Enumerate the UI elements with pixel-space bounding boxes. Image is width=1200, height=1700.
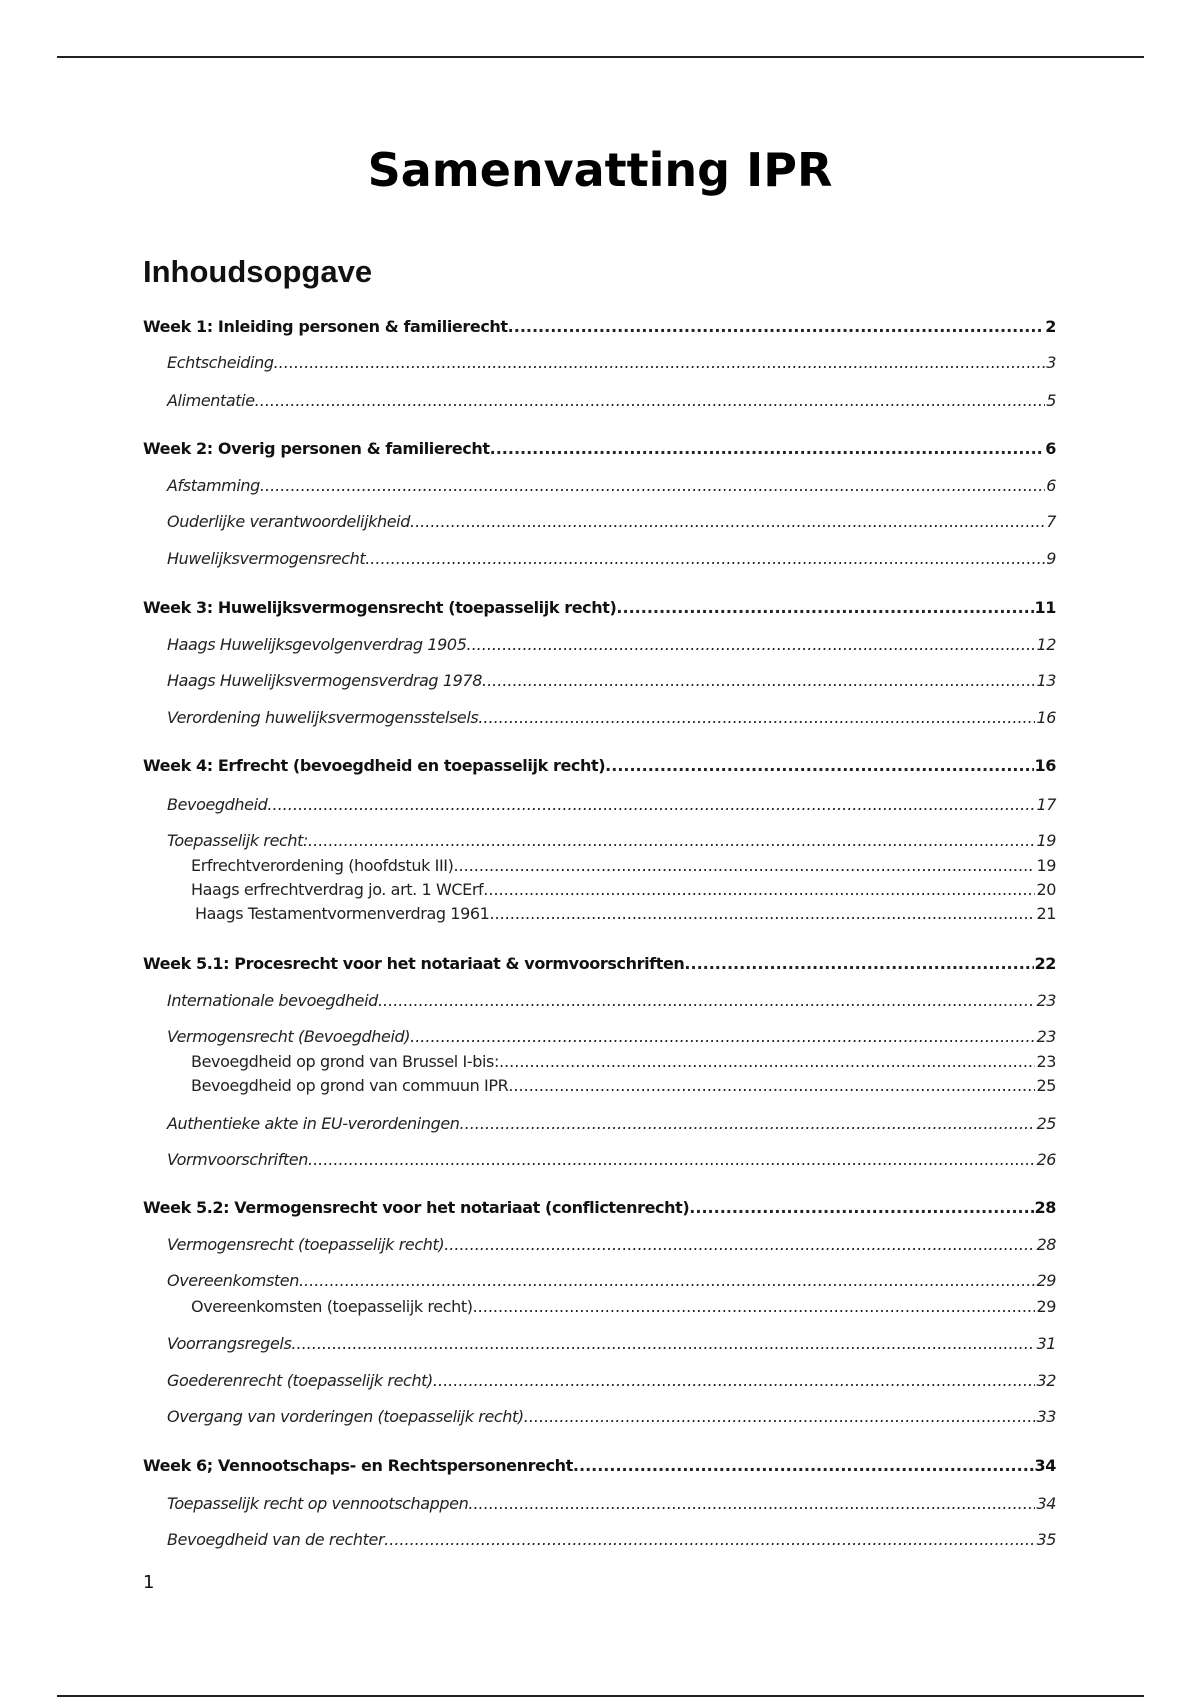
toc-entry-label: Week 6; Vennootschaps- en Rechtspersonenrecht: [143, 1456, 573, 1475]
toc-entry-page: 13: [1036, 671, 1056, 690]
toc-entry-ouderlijke-verantwoordelijkheid[interactable]: [167, 511, 1056, 533]
toc-entry-overgang-van-vorderingen[interactable]: [167, 1406, 1056, 1428]
toc-entry-page: 11: [1034, 598, 1056, 617]
toc-leader-dots: [524, 1406, 1036, 1428]
toc-entry-week-6[interactable]: [143, 1455, 1056, 1477]
toc-entry-alimentatie[interactable]: [167, 390, 1056, 412]
toc-entry-page: 12: [1036, 635, 1056, 654]
toc-entry-page: 25: [1036, 1114, 1056, 1133]
toc-entry-label: Bevoegdheid op grond van Brussel I-bis:: [191, 1052, 499, 1071]
page-number: 1: [143, 1572, 155, 1593]
toc-entry-label: Week 5.2: Vermogensrecht voor het notariaat (conflictenrecht): [143, 1198, 690, 1217]
toc-entry-toepasselijk-recht-vennootschappen[interactable]: [167, 1493, 1056, 1515]
toc-entry-vormvoorschriften[interactable]: [167, 1149, 1056, 1171]
toc-entry-overeenkomsten-toepasselijk[interactable]: [191, 1296, 1056, 1318]
toc-heading: Inhoudsopgave: [143, 254, 373, 289]
toc-entry-page: 20: [1036, 880, 1056, 899]
toc-entry-page: 6: [1045, 439, 1056, 458]
toc-entry-label: Week 2: Overig personen & familierecht: [143, 439, 490, 458]
toc-leader-dots: [453, 855, 1035, 877]
toc-leader-dots: [467, 634, 1036, 656]
toc-entry-page: 6: [1046, 476, 1056, 495]
toc-leader-dots: [689, 1197, 1033, 1219]
toc-entry-label: Echtscheiding: [167, 353, 274, 372]
toc-leader-dots: [410, 1026, 1035, 1048]
toc-leader-dots: [308, 830, 1035, 852]
toc-entry-label: Week 3: Huwelijksvermogensrecht (toepasselijk recht): [143, 598, 617, 617]
toc-entry-label: Overeenkomsten: [167, 1271, 299, 1290]
toc-entry-page: 19: [1036, 831, 1056, 850]
toc-entry-page: 29: [1036, 1271, 1056, 1290]
toc-entry-label: Vermogensrecht (toepasselijk recht): [167, 1235, 445, 1254]
toc-entry-page: 26: [1036, 1150, 1056, 1169]
toc-leader-dots: [616, 597, 1033, 619]
toc-entry-label: Alimentatie: [167, 391, 255, 410]
toc-entry-label: Vormvoorschriften: [167, 1150, 308, 1169]
toc-entry-label: Toepasselijk recht:: [167, 831, 309, 850]
toc-leader-dots: [468, 1493, 1035, 1515]
toc-leader-dots: [605, 755, 1033, 777]
toc-entry-label: Erfrechtverordening (hoofdstuk III): [191, 856, 454, 875]
toc-entry-week-2[interactable]: [143, 438, 1056, 460]
toc-leader-dots: [460, 1113, 1036, 1135]
toc-leader-dots: [267, 794, 1035, 816]
header-rule: [57, 56, 1144, 58]
toc-leader-dots: [684, 953, 1033, 975]
toc-leader-dots: [490, 438, 1045, 460]
toc-entry-label: Vermogensrecht (Bevoegdheid): [167, 1027, 411, 1046]
toc-entry-label: Afstamming: [167, 476, 260, 495]
toc-leader-dots: [483, 879, 1035, 901]
toc-leader-dots: [384, 1529, 1035, 1551]
toc-entry-page: 34: [1036, 1494, 1056, 1513]
toc-entry-goederenrecht[interactable]: [167, 1370, 1056, 1392]
toc-leader-dots: [260, 475, 1045, 497]
toc-entry-page: 25: [1036, 1076, 1056, 1095]
toc-leader-dots: [573, 1455, 1034, 1477]
toc-leader-dots: [433, 1370, 1036, 1392]
document-title: Samenvatting IPR: [367, 143, 833, 197]
toc-entry-verordening-huwelijksvermogensstelsels[interactable]: [167, 707, 1056, 729]
toc-entry-bevoegdheid[interactable]: [167, 794, 1056, 816]
toc-entry-label: Internationale bevoegdheid: [167, 991, 378, 1010]
toc-leader-dots: [308, 1149, 1035, 1171]
toc-entry-label: Haags Huwelijksvermogensverdrag 1978: [167, 671, 482, 690]
toc-entry-haags-erfrechtverdrag[interactable]: [191, 879, 1056, 901]
toc-entry-label: Huwelijksvermogensrecht: [167, 549, 366, 568]
toc-leader-dots: [365, 548, 1045, 570]
toc-entry-label: Haags erfrechtverdrag jo. art. 1 WCErf: [191, 880, 484, 899]
toc-entry-bevoegdheid-brussel[interactable]: [191, 1051, 1056, 1073]
toc-entry-afstamming[interactable]: [167, 475, 1056, 497]
toc-leader-dots: [444, 1234, 1035, 1256]
toc-entry-page: 23: [1036, 1027, 1056, 1046]
toc-leader-dots: [378, 990, 1036, 1012]
toc-entry-erfrechtverordening[interactable]: [191, 855, 1056, 877]
toc-entry-label: Week 1: Inleiding personen & familierecht: [143, 317, 508, 336]
toc-entry-page: 32: [1036, 1371, 1056, 1390]
toc-entry-authentieke-akte[interactable]: [167, 1113, 1056, 1135]
toc-entry-page: 9: [1046, 549, 1056, 568]
toc-leader-dots: [255, 390, 1046, 412]
toc-entry-label: Toepasselijk recht op vennootschappen: [167, 1494, 469, 1513]
toc-entry-label: Overgang van vorderingen (toepasselijk recht): [167, 1407, 524, 1426]
toc-entry-label: Week 5.1: Procesrecht voor het notariaat & vormvoorschriften: [143, 954, 685, 973]
toc-leader-dots: [499, 1051, 1035, 1073]
toc-entry-label: Ouderlijke verantwoordelijkheid: [167, 512, 410, 531]
toc-entry-toepasselijk-recht[interactable]: [167, 830, 1056, 852]
toc-leader-dots: [489, 903, 1035, 925]
toc-entry-haags-testamentvormenverdrag[interactable]: [195, 903, 1056, 925]
toc-entry-internationale-bevoegdheid[interactable]: [167, 990, 1056, 1012]
toc-entry-label: Authentieke akte in EU-verordeningen: [167, 1114, 460, 1133]
toc-entry-haags-huwelijksvermogensverdrag[interactable]: [167, 670, 1056, 692]
toc-entry-week-4[interactable]: [143, 755, 1056, 777]
toc-entry-label: Overeenkomsten (toepasselijk recht): [191, 1297, 473, 1316]
toc-entry-page: 5: [1046, 391, 1056, 410]
toc-entry-label: Haags Huwelijksgevolgenverdrag 1905: [167, 635, 467, 654]
toc-entry-haags-huwelijksgevolgenverdrag[interactable]: [167, 634, 1056, 656]
toc-entry-week-5-1[interactable]: [143, 953, 1056, 975]
toc-entry-page: 23: [1036, 991, 1056, 1010]
toc-entry-page: 7: [1046, 512, 1056, 531]
toc-leader-dots: [291, 1333, 1035, 1355]
toc-entry-page: 17: [1036, 795, 1056, 814]
toc-entry-label: Haags Testamentvormenverdrag 1961: [195, 904, 490, 923]
toc-entry-label: Verordening huwelijksvermogensstelsels: [167, 708, 479, 727]
toc-entry-label: Bevoegdheid van de rechter: [167, 1530, 385, 1549]
toc-entry-label: Voorrangsregels: [167, 1334, 292, 1353]
toc-entry-bevoegdheid-commuun-ipr[interactable]: [191, 1075, 1056, 1097]
toc-entry-page: 21: [1036, 904, 1056, 923]
toc-entry-page: 33: [1036, 1407, 1056, 1426]
toc-entry-page: 28: [1036, 1235, 1056, 1254]
toc-entry-huwelijksvermogensrecht[interactable]: [167, 548, 1056, 570]
toc-leader-dots: [299, 1270, 1035, 1292]
toc-leader-dots: [508, 1075, 1035, 1097]
toc-entry-page: 2: [1045, 317, 1056, 336]
toc-entry-week-5-2[interactable]: [143, 1197, 1056, 1219]
toc-entry-echtscheiding[interactable]: [167, 352, 1056, 374]
toc-entry-page: 16: [1036, 708, 1056, 727]
toc-entry-page: 29: [1036, 1297, 1056, 1316]
toc-leader-dots: [473, 1296, 1036, 1318]
toc-entry-page: 23: [1036, 1052, 1056, 1071]
toc-entry-label: Bevoegdheid op grond van commuun IPR: [191, 1076, 509, 1095]
toc-entry-label: Bevoegdheid: [167, 795, 268, 814]
toc-entry-page: 19: [1036, 856, 1056, 875]
footer-rule: [57, 1695, 1144, 1697]
toc-entry-page: 28: [1034, 1198, 1056, 1217]
toc-entry-label: Goederenrecht (toepasselijk recht): [167, 1371, 433, 1390]
toc-entry-page: 35: [1036, 1530, 1056, 1549]
toc-entry-overeenkomsten[interactable]: [167, 1270, 1056, 1292]
toc-leader-dots: [410, 511, 1045, 533]
toc-entry-page: 34: [1034, 1456, 1056, 1475]
toc-entry-week-1[interactable]: [143, 316, 1056, 338]
toc-entry-page: 16: [1034, 756, 1056, 775]
toc-entry-week-3[interactable]: [143, 597, 1056, 619]
toc-leader-dots: [508, 316, 1045, 338]
toc-entry-page: 3: [1046, 353, 1056, 372]
toc-entry-label: Week 4: Erfrecht (bevoegdheid en toepasselijk recht): [143, 756, 606, 775]
toc-leader-dots: [482, 670, 1035, 692]
toc-leader-dots: [274, 352, 1046, 374]
toc-entry-voorrangsregels[interactable]: [167, 1333, 1056, 1355]
toc-entry-page: 22: [1034, 954, 1056, 973]
toc-entry-vermogensrecht-toepasselijk[interactable]: [167, 1234, 1056, 1256]
toc-entry-vermogensrecht-bevoegdheid[interactable]: [167, 1026, 1056, 1048]
toc-entry-page: 31: [1036, 1334, 1056, 1353]
toc-leader-dots: [478, 707, 1035, 729]
toc-entry-bevoegdheid-van-de-rechter[interactable]: [167, 1529, 1056, 1551]
